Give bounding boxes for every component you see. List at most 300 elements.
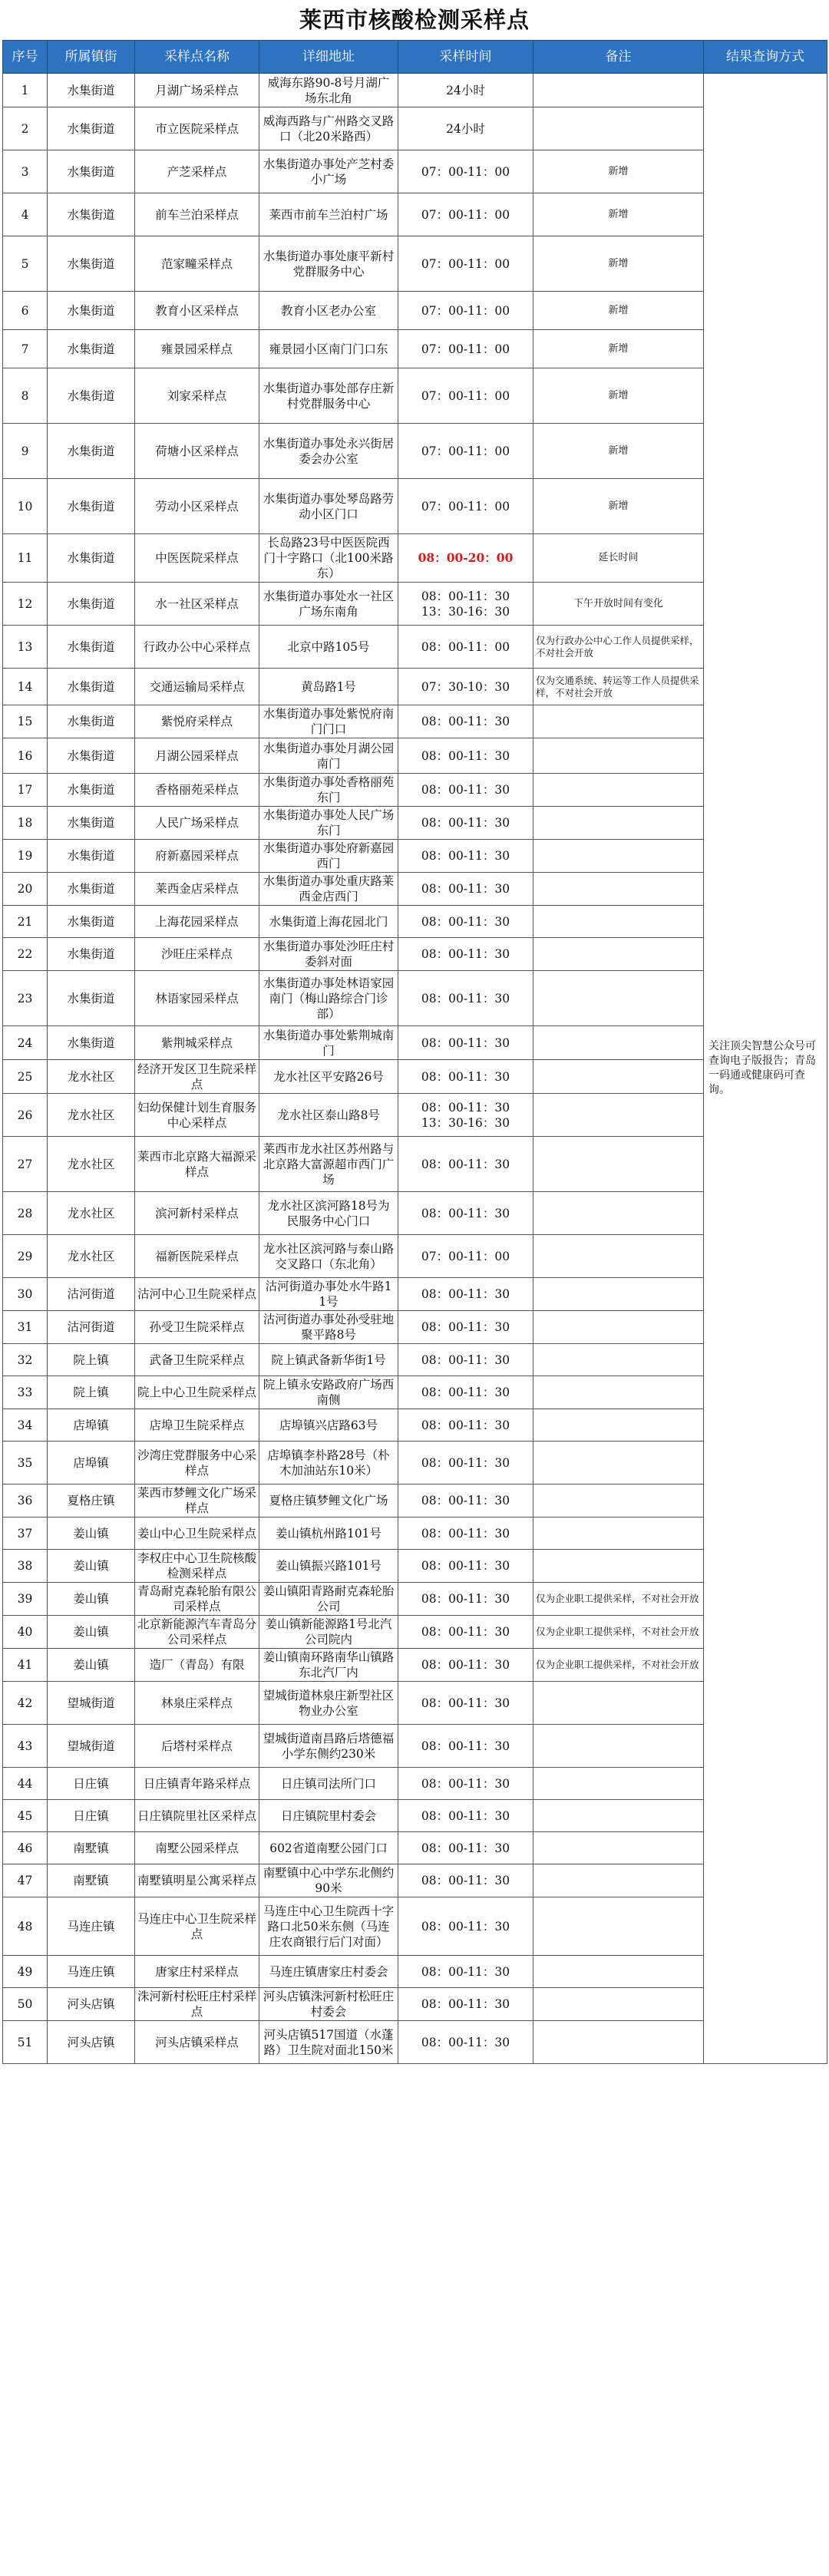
table-row — [3, 1616, 827, 1649]
table-row — [3, 236, 827, 292]
cell-address: 水集街道办事处人民广场东门 — [259, 807, 398, 840]
cell-address: 威海西路与广州路交叉路口（北20米路西） — [259, 107, 398, 150]
cell-address: 雍景园小区南门门口东 — [259, 330, 398, 368]
cell-note — [533, 74, 704, 107]
cell-no: 19 — [3, 840, 48, 873]
cell-town: 姜山镇 — [48, 1583, 135, 1616]
cell-time: 07：00-11：00 — [398, 479, 533, 534]
cell-time: 08：00-20：00 — [398, 534, 533, 583]
cell-time: 24小时 — [398, 74, 533, 107]
cell-no: 45 — [3, 1800, 48, 1832]
cell-no: 39 — [3, 1583, 48, 1616]
table-row — [3, 1832, 827, 1864]
cell-name: 滨河新村采样点 — [135, 1192, 259, 1235]
cell-no: 31 — [3, 1311, 48, 1344]
cell-time: 08：00-11：30 — [398, 1616, 533, 1649]
table-row — [3, 626, 827, 669]
sampling-table — [2, 40, 827, 2064]
cell-time: 08：00-11：30 — [398, 1832, 533, 1864]
cell-name: 李权庄中心卫生院核酸检测采样点 — [135, 1550, 259, 1583]
cell-note: 新增 — [533, 330, 704, 368]
cell-time: 08：00-11：30 — [398, 774, 533, 807]
cell-no: 47 — [3, 1864, 48, 1897]
cell-address: 夏格庄镇梦鲤文化广场 — [259, 1485, 398, 1518]
cell-address: 店埠镇兴店路63号 — [259, 1409, 398, 1442]
table-row — [3, 2021, 827, 2064]
cell-town: 水集街道 — [48, 774, 135, 807]
table-row — [3, 1583, 827, 1616]
cell-name: 唐家庄村采样点 — [135, 1956, 259, 1988]
cell-no: 44 — [3, 1768, 48, 1800]
cell-name: 上海花园采样点 — [135, 906, 259, 938]
cell-address: 龙水社区滨河路与泰山路交叉路口（东北角） — [259, 1235, 398, 1278]
cell-address: 水集街道办事处永兴街居委会办公室 — [259, 424, 398, 479]
cell-time: 07：00-11：00 — [398, 330, 533, 368]
cell-time: 08：00-11：30 — [398, 1278, 533, 1311]
cell-note: 新增 — [533, 424, 704, 479]
table-row — [3, 1485, 827, 1518]
cell-name: 沙旺庄采样点 — [135, 938, 259, 971]
cell-note — [533, 938, 704, 971]
cell-time: 07：00-11：00 — [398, 236, 533, 292]
cell-town: 水集街道 — [48, 74, 135, 107]
cell-name: 雍景园采样点 — [135, 330, 259, 368]
cell-address: 黄岛路1号 — [259, 669, 398, 705]
cell-no: 32 — [3, 1344, 48, 1376]
cell-town: 夏格庄镇 — [48, 1485, 135, 1518]
cell-name: 莱西市北京路大福源采样点 — [135, 1137, 259, 1192]
cell-no: 4 — [3, 193, 48, 236]
cell-name: 孙受卫生院采样点 — [135, 1311, 259, 1344]
cell-town: 马连庄镇 — [48, 1897, 135, 1956]
cell-no: 24 — [3, 1026, 48, 1060]
table-row — [3, 1682, 827, 1725]
cell-name: 武备卫生院采样点 — [135, 1344, 259, 1376]
cell-town: 水集街道 — [48, 583, 135, 626]
table-row — [3, 738, 827, 774]
cell-no: 5 — [3, 236, 48, 292]
table-row — [3, 971, 827, 1026]
cell-town: 龙水社区 — [48, 1235, 135, 1278]
cell-address: 水集街道办事处部存庄新村党群服务中心 — [259, 368, 398, 424]
cell-name: 造厂（青岛）有限 — [135, 1649, 259, 1682]
cell-address: 院上镇永安路政府广场西南侧 — [259, 1376, 398, 1409]
cell-address: 水集街道办事处重庆路莱西金店西门 — [259, 873, 398, 906]
cell-address: 龙水社区平安路26号 — [259, 1060, 398, 1094]
cell-address: 望城街道林泉庄新型社区物业办公室 — [259, 1682, 398, 1725]
cell-town: 水集街道 — [48, 971, 135, 1026]
cell-town: 水集街道 — [48, 479, 135, 534]
cell-time: 08：00-11：30 — [398, 1864, 533, 1897]
cell-address: 龙水社区泰山路8号 — [259, 1094, 398, 1137]
cell-name: 沽河中心卫生院采样点 — [135, 1278, 259, 1311]
cell-no: 27 — [3, 1137, 48, 1192]
cell-note — [533, 2021, 704, 2064]
cell-time: 08：00-11：30 — [398, 1897, 533, 1956]
cell-no: 34 — [3, 1409, 48, 1442]
cell-no: 38 — [3, 1550, 48, 1583]
cell-no: 48 — [3, 1897, 48, 1956]
table-header-row — [3, 41, 827, 74]
table-row — [3, 424, 827, 479]
cell-time: 24小时 — [398, 107, 533, 150]
cell-note — [533, 1518, 704, 1550]
cell-note: 仅为交通系统、转运等工作人员提供采样，不对社会开放 — [533, 669, 704, 705]
cell-name: 林语家园采样点 — [135, 971, 259, 1026]
cell-no: 35 — [3, 1442, 48, 1485]
cell-time: 08：00-11：30 — [398, 1518, 533, 1550]
cell-no: 15 — [3, 705, 48, 738]
cell-time: 08：00-11：30 — [398, 1344, 533, 1376]
table-row — [3, 1278, 827, 1311]
cell-address: 日庄镇院里村委会 — [259, 1800, 398, 1832]
cell-note: 仅为行政办公中心工作人员提供采样，不对社会开放 — [533, 626, 704, 669]
page-title: 莱西市核酸检测采样点 — [299, 7, 530, 33]
cell-name: 院上中心卫生院采样点 — [135, 1376, 259, 1409]
cell-address: 沽河街道办事处孙受驻地聚平路8号 — [259, 1311, 398, 1344]
cell-town: 水集街道 — [48, 938, 135, 971]
cell-no: 9 — [3, 424, 48, 479]
cell-town: 水集街道 — [48, 534, 135, 583]
cell-note — [533, 1311, 704, 1344]
cell-name: 莱西市梦鲤文化广场采样点 — [135, 1485, 259, 1518]
cell-name: 水一社区采样点 — [135, 583, 259, 626]
table-row — [3, 1026, 827, 1060]
cell-time: 07：00-11：00 — [398, 368, 533, 424]
table-row — [3, 1550, 827, 1583]
cell-no: 13 — [3, 626, 48, 669]
cell-name: 姜山中心卫生院采样点 — [135, 1518, 259, 1550]
cell-note: 新增 — [533, 368, 704, 424]
cell-time: 07：00-11：00 — [398, 150, 533, 193]
cell-note — [533, 1344, 704, 1376]
cell-town: 日庄镇 — [48, 1768, 135, 1800]
cell-address: 长岛路23号中医医院西门十字路口（北100米路东） — [259, 534, 398, 583]
cell-time: 08：00-11：30 — [398, 1583, 533, 1616]
table-row — [3, 107, 827, 150]
cell-no: 20 — [3, 873, 48, 906]
cell-name: 河头店镇采样点 — [135, 2021, 259, 2064]
cell-town: 店埠镇 — [48, 1442, 135, 1485]
cell-no: 28 — [3, 1192, 48, 1235]
header-address: 详细地址 — [259, 41, 398, 74]
cell-note — [533, 906, 704, 938]
cell-time: 08：00-11：30 — [398, 1311, 533, 1344]
cell-time: 08：00-11：30 — [398, 873, 533, 906]
cell-note: 仅为企业职工提供采样，不对社会开放 — [533, 1649, 704, 1682]
cell-address: 602省道南墅公园门口 — [259, 1832, 398, 1864]
table-row — [3, 1988, 827, 2021]
cell-town: 姜山镇 — [48, 1649, 135, 1682]
cell-town: 姜山镇 — [48, 1518, 135, 1550]
cell-address: 水集街道办事处月湖公园南门 — [259, 738, 398, 774]
table-row — [3, 74, 827, 107]
cell-no: 7 — [3, 330, 48, 368]
cell-address: 威海东路90-8号月湖广场东北角 — [259, 74, 398, 107]
cell-town: 院上镇 — [48, 1344, 135, 1376]
cell-no: 1 — [3, 74, 48, 107]
cell-no: 26 — [3, 1094, 48, 1137]
table-row — [3, 840, 827, 873]
table-row — [3, 368, 827, 424]
cell-note — [533, 840, 704, 873]
cell-note — [533, 1060, 704, 1094]
table-row — [3, 1235, 827, 1278]
cell-no: 30 — [3, 1278, 48, 1311]
cell-town: 望城街道 — [48, 1682, 135, 1725]
cell-name: 教育小区采样点 — [135, 292, 259, 330]
cell-town: 水集街道 — [48, 424, 135, 479]
cell-name: 中医医院采样点 — [135, 534, 259, 583]
cell-no: 51 — [3, 2021, 48, 2064]
cell-address: 姜山镇南环路南华山镇路东北汽厂内 — [259, 1649, 398, 1682]
cell-no: 50 — [3, 1988, 48, 2021]
cell-note — [533, 1137, 704, 1192]
cell-town: 水集街道 — [48, 807, 135, 840]
cell-no: 2 — [3, 107, 48, 150]
cell-note — [533, 1550, 704, 1583]
cell-address: 店埠镇李朴路28号（朴木加油站东10米） — [259, 1442, 398, 1485]
cell-town: 龙水社区 — [48, 1060, 135, 1094]
table-row — [3, 1060, 827, 1094]
cell-address: 河头店镇517国道（水蓬路）卫生院对面北150米 — [259, 2021, 398, 2064]
cell-name: 人民广场采样点 — [135, 807, 259, 840]
cell-time: 07：00-11：00 — [398, 1235, 533, 1278]
cell-note — [533, 1485, 704, 1518]
cell-name: 劳动小区采样点 — [135, 479, 259, 534]
cell-town: 南墅镇 — [48, 1864, 135, 1897]
cell-town: 水集街道 — [48, 330, 135, 368]
cell-time: 08：00-11：30 — [398, 1026, 533, 1060]
cell-address: 日庄镇司法所门口 — [259, 1768, 398, 1800]
table-row — [3, 938, 827, 971]
table-row — [3, 1956, 827, 1988]
table-row — [3, 669, 827, 705]
cell-no: 41 — [3, 1649, 48, 1682]
cell-name: 后塔村采样点 — [135, 1725, 259, 1768]
cell-time: 08：00-11：30 — [398, 840, 533, 873]
cell-note — [533, 738, 704, 774]
query-method-cell: 关注顶尖智慧公众号可查询电子版报告；青岛一码通或健康码可查询。 — [704, 74, 827, 2064]
cell-no: 23 — [3, 971, 48, 1026]
cell-name: 沙湾庄党群服务中心采样点 — [135, 1442, 259, 1485]
cell-time: 07：00-11：00 — [398, 292, 533, 330]
cell-no: 18 — [3, 807, 48, 840]
cell-time: 08：00-11：30 — [398, 1550, 533, 1583]
cell-note — [533, 1832, 704, 1864]
table-row — [3, 1864, 827, 1897]
cell-time: 08：00-11：30 — [398, 1485, 533, 1518]
cell-name: 紫荆城采样点 — [135, 1026, 259, 1060]
cell-time: 08：00-11：30 — [398, 1800, 533, 1832]
cell-address: 河头店镇洙河新村松旺庄村委会 — [259, 1988, 398, 2021]
cell-note — [533, 1988, 704, 2021]
cell-time: 08：00-11：30 — [398, 1725, 533, 1768]
cell-no: 21 — [3, 906, 48, 938]
cell-name: 北京新能源汽车青岛分公司采样点 — [135, 1616, 259, 1649]
cell-name: 府新嘉园采样点 — [135, 840, 259, 873]
cell-time: 08：00-11：30 13：30-16：30 — [398, 1094, 533, 1137]
header-query: 结果查询方式 — [704, 41, 827, 74]
cell-time: 08：00-11：30 — [398, 1956, 533, 1988]
table-row — [3, 292, 827, 330]
cell-time: 07：00-11：00 — [398, 424, 533, 479]
cell-time: 08：00-11：30 — [398, 1376, 533, 1409]
table-row — [3, 1409, 827, 1442]
cell-name: 莱西金店采样点 — [135, 873, 259, 906]
cell-note — [533, 971, 704, 1026]
cell-time: 08：00-11：30 — [398, 1682, 533, 1725]
cell-name: 日庄镇青年路采样点 — [135, 1768, 259, 1800]
cell-name: 月湖公园采样点 — [135, 738, 259, 774]
cell-note — [533, 774, 704, 807]
cell-name: 产芝采样点 — [135, 150, 259, 193]
cell-town: 院上镇 — [48, 1376, 135, 1409]
table-row — [3, 1725, 827, 1768]
cell-no: 22 — [3, 938, 48, 971]
cell-address: 水集街道上海花园北门 — [259, 906, 398, 938]
cell-time: 08：00-11：30 — [398, 738, 533, 774]
cell-name: 刘家采样点 — [135, 368, 259, 424]
cell-address: 水集街道办事处产芝村委小广场 — [259, 150, 398, 193]
cell-town: 龙水社区 — [48, 1137, 135, 1192]
cell-town: 水集街道 — [48, 150, 135, 193]
cell-town: 日庄镇 — [48, 1800, 135, 1832]
cell-note: 仅为企业职工提供采样，不对社会开放 — [533, 1616, 704, 1649]
cell-no: 17 — [3, 774, 48, 807]
cell-name: 荷塘小区采样点 — [135, 424, 259, 479]
cell-no: 40 — [3, 1616, 48, 1649]
cell-town: 龙水社区 — [48, 1192, 135, 1235]
cell-name: 行政办公中心采样点 — [135, 626, 259, 669]
cell-name: 林泉庄采样点 — [135, 1682, 259, 1725]
cell-address: 水集街道办事处香格丽苑东门 — [259, 774, 398, 807]
table-row — [3, 150, 827, 193]
cell-town: 水集街道 — [48, 368, 135, 424]
cell-no: 16 — [3, 738, 48, 774]
cell-address: 教育小区老办公室 — [259, 292, 398, 330]
cell-town: 店埠镇 — [48, 1409, 135, 1442]
cell-address: 水集街道办事处林语家园南门（梅山路综合门诊部） — [259, 971, 398, 1026]
cell-note — [533, 1442, 704, 1485]
cell-note — [533, 1725, 704, 1768]
cell-address: 水集街道办事处沙旺庄村委斜对面 — [259, 938, 398, 971]
cell-name: 店埠卫生院采样点 — [135, 1409, 259, 1442]
cell-town: 水集街道 — [48, 705, 135, 738]
cell-time: 08：00-11：30 13：30-16：30 — [398, 583, 533, 626]
cell-address: 马连庄镇唐家庄村委会 — [259, 1956, 398, 1988]
cell-address: 南墅镇中心中学东北侧约90米 — [259, 1864, 398, 1897]
cell-town: 水集街道 — [48, 236, 135, 292]
cell-address: 水集街道办事处府新嘉园西门 — [259, 840, 398, 873]
table-row — [3, 1137, 827, 1192]
header-town: 所属镇街 — [48, 41, 135, 74]
cell-address: 姜山镇阳青路耐克森轮胎公司 — [259, 1583, 398, 1616]
cell-name: 南墅镇明星公寓采样点 — [135, 1864, 259, 1897]
cell-address: 莱西市前车兰泊村广场 — [259, 193, 398, 236]
cell-name: 洙河新村松旺庄村采样点 — [135, 1988, 259, 2021]
cell-address: 龙水社区滨河路18号为民服务中心门口 — [259, 1192, 398, 1235]
cell-address: 水集街道办事处康平新村党群服务中心 — [259, 236, 398, 292]
table-row — [3, 1518, 827, 1550]
cell-note — [533, 1376, 704, 1409]
table-row — [3, 1800, 827, 1832]
table-row — [3, 705, 827, 738]
cell-note: 新增 — [533, 292, 704, 330]
cell-address: 北京中路105号 — [259, 626, 398, 669]
table-row — [3, 1442, 827, 1485]
cell-address: 水集街道办事处紫荆城南门 — [259, 1026, 398, 1060]
cell-no: 8 — [3, 368, 48, 424]
cell-note — [533, 1026, 704, 1060]
header-name: 采样点名称 — [135, 41, 259, 74]
table-row — [3, 906, 827, 938]
table-row — [3, 583, 827, 626]
cell-name: 紫悦府采样点 — [135, 705, 259, 738]
cell-note — [533, 705, 704, 738]
cell-note — [533, 1768, 704, 1800]
cell-time: 08：00-11：30 — [398, 1137, 533, 1192]
cell-time: 07：00-11：00 — [398, 193, 533, 236]
table-body — [3, 74, 827, 2064]
table-row — [3, 193, 827, 236]
cell-time: 08：00-11：30 — [398, 1192, 533, 1235]
cell-no: 10 — [3, 479, 48, 534]
cell-no: 6 — [3, 292, 48, 330]
cell-town: 龙水社区 — [48, 1094, 135, 1137]
table-row — [3, 479, 827, 534]
cell-town: 沽河街道 — [48, 1278, 135, 1311]
cell-time: 08：00-11：30 — [398, 807, 533, 840]
cell-time: 08：00-11：30 — [398, 1988, 533, 2021]
cell-note: 新增 — [533, 479, 704, 534]
cell-note — [533, 107, 704, 150]
cell-note: 新增 — [533, 150, 704, 193]
cell-note: 延长时间 — [533, 534, 704, 583]
cell-no: 25 — [3, 1060, 48, 1094]
cell-address: 院上镇武备新华街1号 — [259, 1344, 398, 1376]
cell-no: 11 — [3, 534, 48, 583]
cell-town: 河头店镇 — [48, 2021, 135, 2064]
cell-name: 青岛耐克森轮胎有限公司采样点 — [135, 1583, 259, 1616]
cell-no: 3 — [3, 150, 48, 193]
cell-name: 前车兰泊采样点 — [135, 193, 259, 236]
cell-town: 水集街道 — [48, 626, 135, 669]
table-row — [3, 1311, 827, 1344]
cell-address: 姜山镇杭州路101号 — [259, 1518, 398, 1550]
cell-name: 范家疃采样点 — [135, 236, 259, 292]
table-row — [3, 807, 827, 840]
cell-address: 姜山镇新能源路1号北汽公司院内 — [259, 1616, 398, 1649]
cell-no: 43 — [3, 1725, 48, 1768]
cell-town: 水集街道 — [48, 840, 135, 873]
cell-note: 新增 — [533, 236, 704, 292]
cell-town: 水集街道 — [48, 669, 135, 705]
cell-name: 经济开发区卫生院采样点 — [135, 1060, 259, 1094]
cell-note — [533, 1897, 704, 1956]
cell-town: 望城街道 — [48, 1725, 135, 1768]
cell-no: 36 — [3, 1485, 48, 1518]
cell-time: 08：00-11：30 — [398, 705, 533, 738]
cell-town: 水集街道 — [48, 906, 135, 938]
header-note: 备注 — [533, 41, 704, 74]
cell-name: 月湖广场采样点 — [135, 74, 259, 107]
cell-time: 08：00-11：30 — [398, 1649, 533, 1682]
cell-no: 42 — [3, 1682, 48, 1725]
cell-time: 08：00-11：30 — [398, 1442, 533, 1485]
table-row — [3, 873, 827, 906]
cell-time: 08：00-11：30 — [398, 938, 533, 971]
